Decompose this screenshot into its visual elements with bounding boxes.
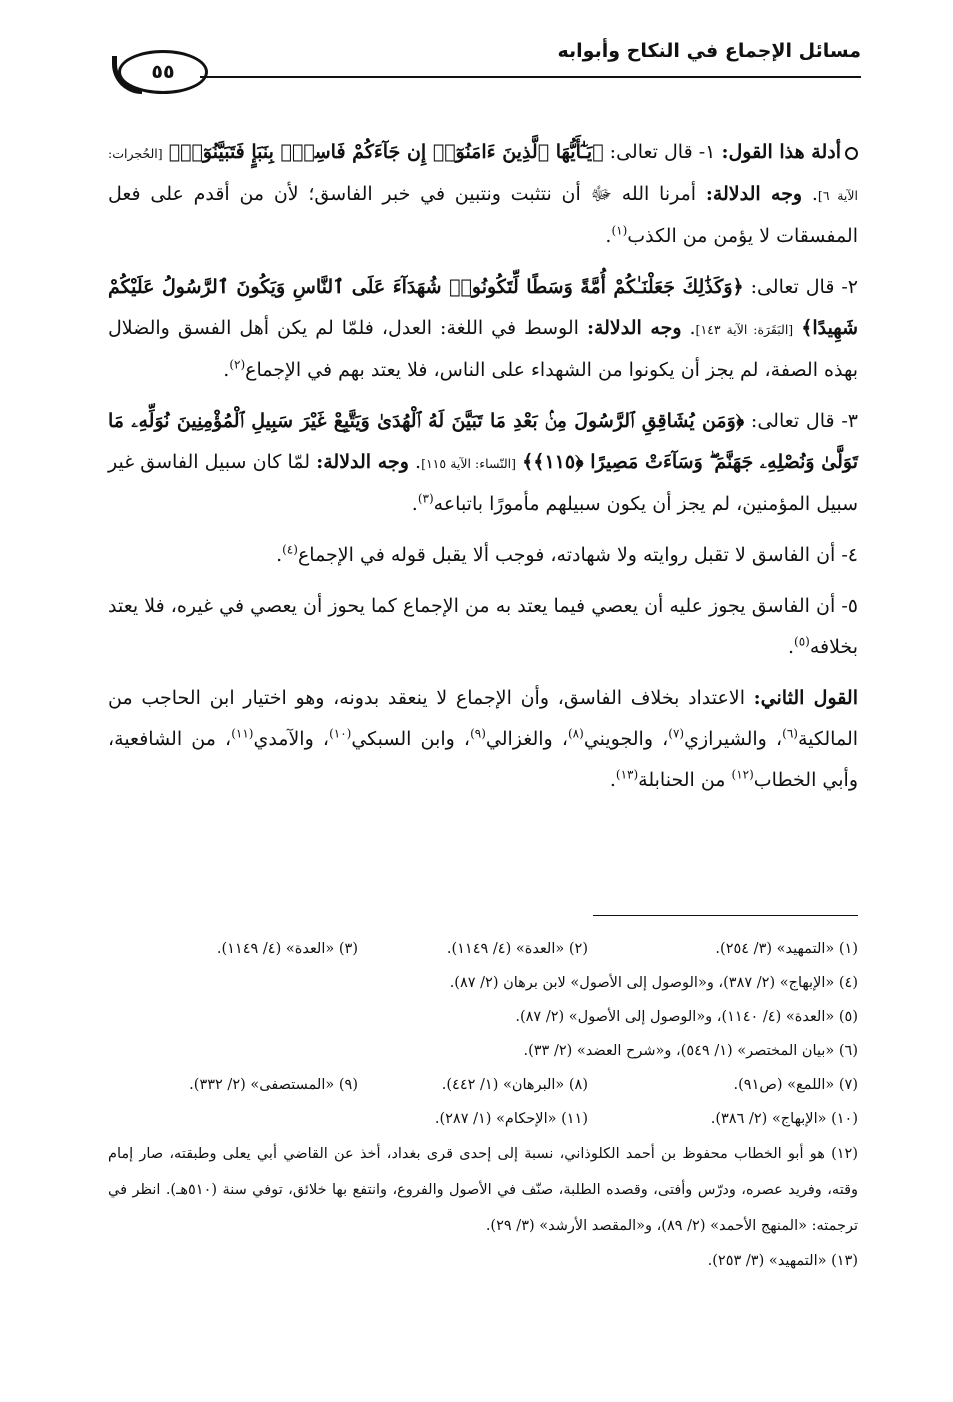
text: . bbox=[276, 544, 283, 566]
paragraph-second-opinion bbox=[108, 678, 858, 801]
text: من الحنابلة bbox=[638, 769, 732, 791]
text: ، والآمدي bbox=[253, 728, 330, 750]
text: ٢- قال تعالى: bbox=[743, 276, 858, 298]
paragraph-evidence-4 bbox=[108, 535, 858, 576]
footnote-row bbox=[108, 1244, 858, 1278]
footnote-10: (١٠) «الإبهاج» (٢/ ٣٨٦). bbox=[710, 1111, 858, 1127]
footnote-ref[interactable]: (٩) bbox=[470, 726, 486, 741]
text: الاعتداد بخلاف الفاسق، وأن الإجماع لا ينعقد بدونه، وهو اختيار ابن الحاجب من المالكية bbox=[108, 687, 859, 750]
text: . bbox=[411, 493, 418, 515]
footnote-11: (١١) «الإحكام» (١/ ٢٨٧). bbox=[434, 1111, 588, 1127]
footnote-ref[interactable]: (٦) bbox=[782, 726, 798, 741]
footnote-9: (٩) «المستصفى» (٢/ ٣٣٢). bbox=[189, 1077, 358, 1093]
text: الوسط في اللغة: العدل، فلمّا لم يكن أهل الفسق والضلال بهذه الصفة، لم يجز أن يكونوا من الشهداء على الناس، فلا يعتد بهم في الإجماع bbox=[108, 317, 858, 381]
text: لمّا كان سبيل الفاسق غير سبيل المؤمنين، لم يجز أن يكون سبيلهم مأمورًا باتباعه bbox=[108, 451, 858, 515]
quran-verse: ﴿وَمَن يُشَاقِقِ ٱلرَّسُولَ مِنۢ بَعْدِ مَا تَبَيَّنَ لَهُ ٱلْهُدَىٰ وَيَتَّبِعْ غَيْرَ سَبِيلِ ٱلْمُؤْمِنِينَ نُوَلِّهِۦ مَا تَوَلَّىٰ وَنُصْلِهِۦ جَهَنَّمَ ۖ وَسَآءَتْ مَصِيرًا ﴿١١٥﴾﴾ bbox=[108, 410, 858, 473]
circle-bullet-icon bbox=[845, 147, 858, 160]
footnote-row bbox=[108, 1034, 858, 1068]
page-number: ٥٥ bbox=[151, 61, 175, 83]
footnote-ref[interactable]: (١٠) bbox=[329, 726, 352, 741]
text: ١- قال تعالى: bbox=[603, 141, 722, 163]
footnote-ref[interactable]: (٤) bbox=[282, 542, 298, 557]
evidence-label: وجه الدلالة: bbox=[316, 451, 409, 473]
text: ، وابن السبكي bbox=[351, 728, 471, 750]
footnote-separator bbox=[593, 915, 858, 916]
section-heading: أدلة هذا القول: bbox=[721, 141, 841, 163]
text: أمرنا الله ﷻ أن نتثبت ونتبين في خبر الفاسق؛ لأن من أقدم على فعل المفسقات لا يؤمن من الكذب bbox=[108, 183, 858, 247]
text: . bbox=[223, 359, 230, 381]
footnote-4: (٤) «الإبهاج» (٢/ ٣٨٧)، و«الوصول إلى الأصول» لابن برهان (٢/ ٨٧). bbox=[449, 975, 858, 991]
verse-source: [النّساء: الآية ١١٥] bbox=[421, 456, 517, 471]
main-text bbox=[108, 132, 858, 811]
footnote-row bbox=[108, 1102, 858, 1136]
verse-source: [الحُجرات: الآية ٦] bbox=[108, 146, 858, 203]
footnote-ref[interactable]: (٧) bbox=[668, 726, 685, 741]
paragraph-evidence-1: أدلة هذا القول: ١- قال تعالى: ﴿يَـٰٓأَيُّهَا ٱلَّذِينَ ءَامَنُوٓا۟ إِن جَآءَكُمْ فَاسِقٌۢ بِنَبَإٍ فَتَبَيَّنُوٓا۟﴾ [الحُجرات: الآية ٦]. وجه الدلالة: أمرنا الله ﷻ أن نتثبت ونتبين في خبر الفاسق؛ لأن من أقدم على فعل المفسقات لا يؤمن من الكذب$^{(١)}$. bbox=[108, 141, 858, 247]
footnote-row bbox=[108, 1068, 858, 1102]
paragraph-evidence-3: ٣- قال تعالى: ﴿وَمَن يُشَاقِقِ ٱلرَّسُولَ مِنۢ بَعْدِ مَا تَبَيَّنَ لَهُ ٱلْهُدَىٰ وَيَتَّبِعْ غَيْرَ سَبِيلِ ٱلْمُؤْمِنِينَ نُوَلِّهِۦ مَا تَوَلَّىٰ وَنُصْلِهِۦ جَهَنَّمَ ۖ وَسَآءَتْ مَصِيرًا ﴿١١٥﴾﴾ [النّساء: الآية ١١٥]. وجه الدلالة: لمّا كان سبيل الفاسق غير سبيل المؤمنين، لم يجز أن يكون سبيلهم مأمورًا باتباعه$^{(٣)}$. bbox=[108, 410, 858, 515]
footnote-1: (١) «التمهيد» (٣/ ٢٥٤). bbox=[715, 941, 858, 957]
quran-verse: ﴿وَكَذَٰلِكَ جَعَلْنَـٰكُمْ أُمَّةً وَسَطًا لِّتَكُونُوا۟ شُهَدَآءَ عَلَى ٱلنَّاسِ وَيَكُونَ ٱلرَّسُولُ عَلَيْكُمْ شَهِيدًا﴾ bbox=[108, 276, 858, 339]
footnotes bbox=[108, 932, 858, 1278]
footnote-ref[interactable]: (٣) bbox=[417, 491, 434, 506]
footnote-12: (١٢) هو أبو الخطاب محفوظ بن أحمد الكلوذاني، نسبة إلى إحدى قرى بغداد، أخذ عن القاضي أبي يعلى وطبقته، صار إمام وقته، وفريد عصره، ودرّس وأفتى، وقصده الطلبة، صنّف في الأصول والفروع، وانتفع بها خلائق، توفي سنة (٥١٠هـ). انظر في ترجمته: «المنهج الأحمد» (٢/ ٨٩)، و«المقصد الأرشد» (٣/ ٢٩). bbox=[108, 1146, 858, 1234]
footnote-ref[interactable]: (١١) bbox=[231, 726, 254, 741]
footnote-row bbox=[108, 932, 858, 966]
page-number-badge bbox=[118, 50, 208, 94]
text: ٣- قال تعالى: bbox=[744, 410, 858, 432]
footnote-8: (٨) «البرهان» (١/ ٤٤٢). bbox=[441, 1077, 588, 1093]
text: ٥- أن الفاسق يجوز عليه أن يعصي فيما يعتد به من الإجماع كما يحوز أن يعصي في غيره، فلا يعتد بخلافه bbox=[108, 595, 858, 658]
text: ، والجويني bbox=[583, 728, 669, 750]
text: ، والغزالي bbox=[485, 728, 568, 750]
evidence-label: وجه الدلالة: bbox=[705, 183, 803, 205]
running-title: مسائل الإجماع في النكاح وأبوابه bbox=[557, 40, 861, 62]
section-heading: القول الثاني: bbox=[753, 687, 858, 709]
text: ٤- أن الفاسق لا تقبل روايته ولا شهادته، فوجب ألا يقبل قوله في الإجماع bbox=[297, 544, 858, 566]
footnote-ref[interactable]: (١٢) bbox=[731, 767, 754, 782]
text: . bbox=[605, 225, 612, 247]
footnote-3: (٣) «العدة» (٤/ ١١٤٩). bbox=[216, 941, 358, 957]
footnote-ref[interactable]: (٨) bbox=[567, 726, 584, 741]
paragraph-evidence-5 bbox=[108, 586, 858, 668]
footnote-row bbox=[108, 966, 858, 1000]
text: ، من الشافعية، وأبي الخطاب bbox=[108, 728, 858, 791]
quran-verse: ﴿يَـٰٓأَيُّهَا ٱلَّذِينَ ءَامَنُوٓا۟ إِن جَآءَكُمْ فَاسِقٌۢ بِنَبَإٍ فَتَبَيَّنُوٓا۟﴾ bbox=[168, 141, 604, 163]
header-rule bbox=[200, 76, 861, 78]
evidence-label: وجه الدلالة: bbox=[586, 317, 682, 339]
footnote-2: (٢) «العدة» (٤/ ١١٤٩). bbox=[446, 941, 588, 957]
text: . bbox=[609, 769, 616, 791]
footnote-13: (١٣) «التمهيد» (٣/ ٢٥٣). bbox=[707, 1253, 858, 1269]
footnote-ref[interactable]: (٥) bbox=[794, 634, 810, 649]
footnote-row bbox=[108, 1000, 858, 1034]
verse-source: [البَقَرَة: الآية ١٤٣] bbox=[695, 322, 794, 337]
footnote-ref[interactable]: (١٣) bbox=[615, 767, 639, 782]
text: ، والشيرازي bbox=[684, 728, 783, 750]
footnote-5: (٥) «العدة» (٤/ ١١٤٠)، و«الوصول إلى الأصول» (٢/ ٨٧). bbox=[515, 1009, 858, 1025]
paragraph-evidence-2: ٢- قال تعالى: ﴿وَكَذَٰلِكَ جَعَلْنَـٰكُمْ أُمَّةً وَسَطًا لِّتَكُونُوا۟ شُهَدَآءَ عَلَى ٱلنَّاسِ وَيَكُونَ ٱلرَّسُولُ عَلَيْكُمْ شَهِيدًا﴾ [البَقَرَة: الآية ١٤٣]. وجه الدلالة: الوسط في اللغة: العدل، فلمّا لم يكن أهل الفسق والضلال بهذه الصفة، لم يجز أن يكونوا من الشهداء على الناس، فلا يعتد بهم في الإجماع$^{(٢)}$. bbox=[108, 276, 858, 381]
footnote-7: (٧) «اللمع» (ص٩١). bbox=[733, 1077, 858, 1093]
text: . bbox=[787, 636, 794, 658]
footnote-6: (٦) «بيان المختصر» (١/ ٥٤٩)، و«شرح العضد» (٢/ ٣٣). bbox=[523, 1043, 858, 1059]
footnote-ref[interactable]: (١) bbox=[611, 223, 628, 238]
footnote-ref[interactable]: (٢) bbox=[229, 357, 246, 372]
